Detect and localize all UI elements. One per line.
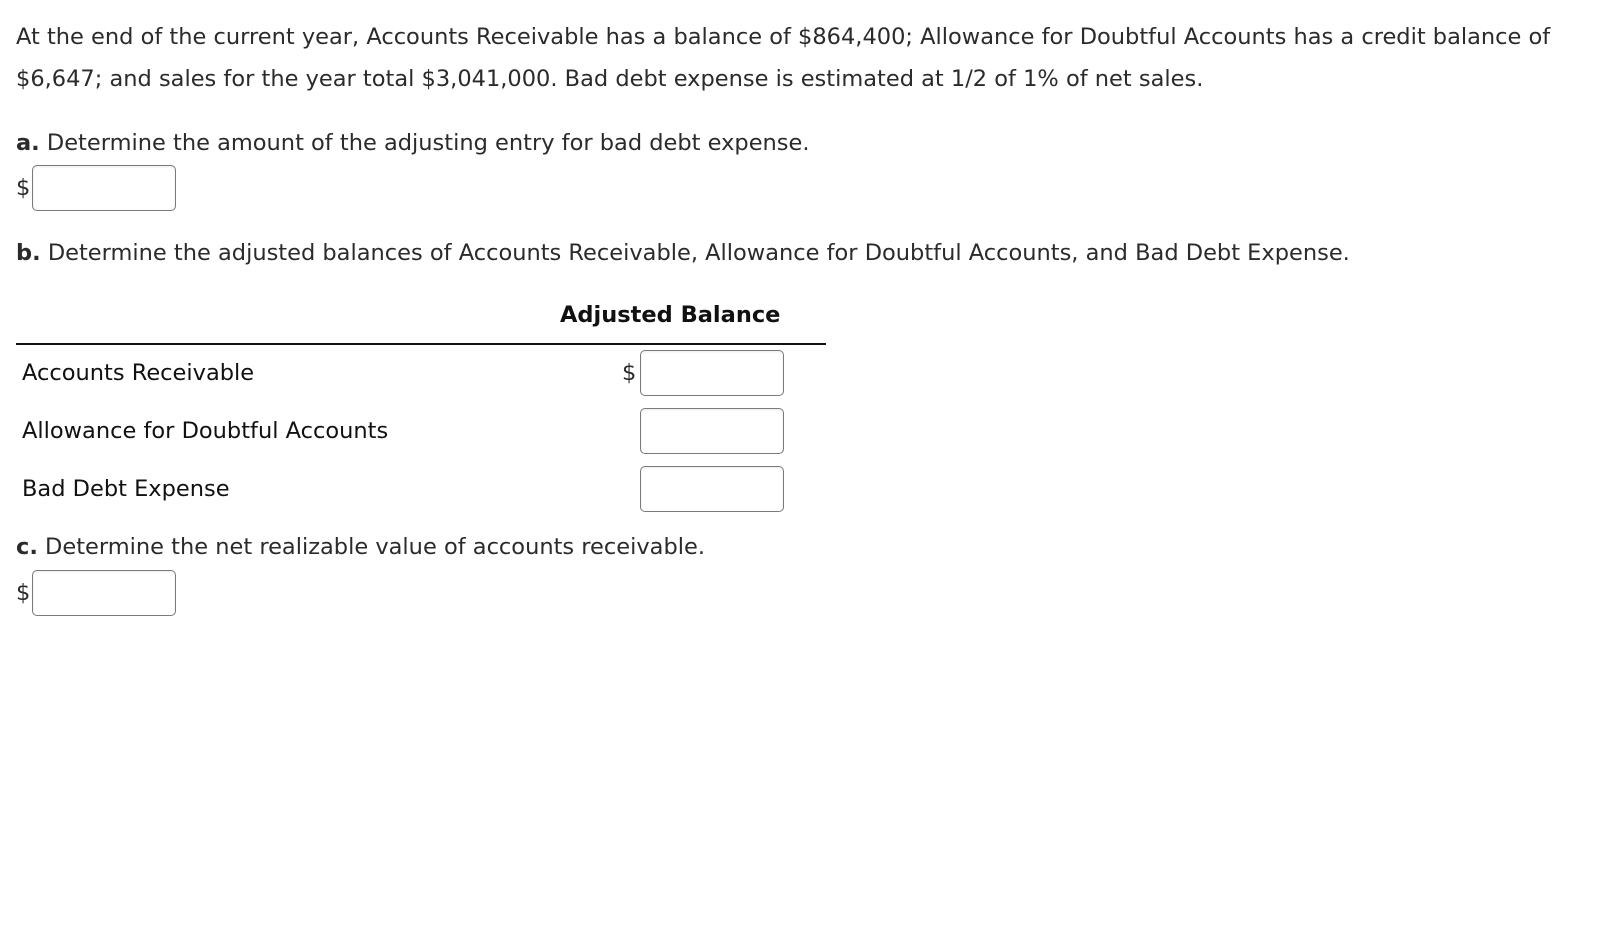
question-c-letter: c. [16,534,38,560]
problem-statement: At the end of the current year, Accounts Receivable has a balance of $864,400; Allowance for Doubtful Accounts has a credit balance of $6,647; and sales for the year total $3,041,000. Bad debt expense is estimated at 1/2 of 1% of net sales. [16,24,1551,92]
answer-c-group [16,570,176,616]
question-b [16,238,1350,268]
row-label-allowance: Allowance for Doubtful Accounts [22,418,389,444]
net-realizable-value-input[interactable] [32,570,176,616]
question-b-letter: b. [16,240,41,266]
question-c [16,532,705,562]
row-input-group-allowance [622,408,784,454]
question-a-letter: a. [16,130,40,156]
allowance-doubtful-accounts-input[interactable] [640,408,784,454]
currency-symbol: $ [16,580,31,606]
bad-debt-adjusting-entry-input[interactable] [32,165,176,211]
question-c-text: Determine the net realizable value of accounts receivable. [45,534,705,560]
table-header-divider [16,343,826,345]
accounts-receivable-input[interactable] [640,350,784,396]
row-label-bad-debt-expense: Bad Debt Expense [22,476,230,502]
currency-symbol: $ [622,360,637,386]
row-input-group-bad-debt-expense [622,466,784,512]
bad-debt-expense-input[interactable] [640,466,784,512]
adjusted-balance-header: Adjusted Balance [560,302,781,328]
answer-a-group [16,165,176,211]
question-b-text: Determine the adjusted balances of Accounts Receivable, Allowance for Doubtful Accounts, and Bad Debt Expense. [47,240,1350,266]
question-a-text: Determine the amount of the adjusting entry for bad debt expense. [46,130,810,156]
row-input-group-accounts-receivable [622,350,784,396]
question-a [16,128,810,158]
currency-symbol: $ [16,175,31,201]
row-label-accounts-receivable: Accounts Receivable [22,360,255,386]
